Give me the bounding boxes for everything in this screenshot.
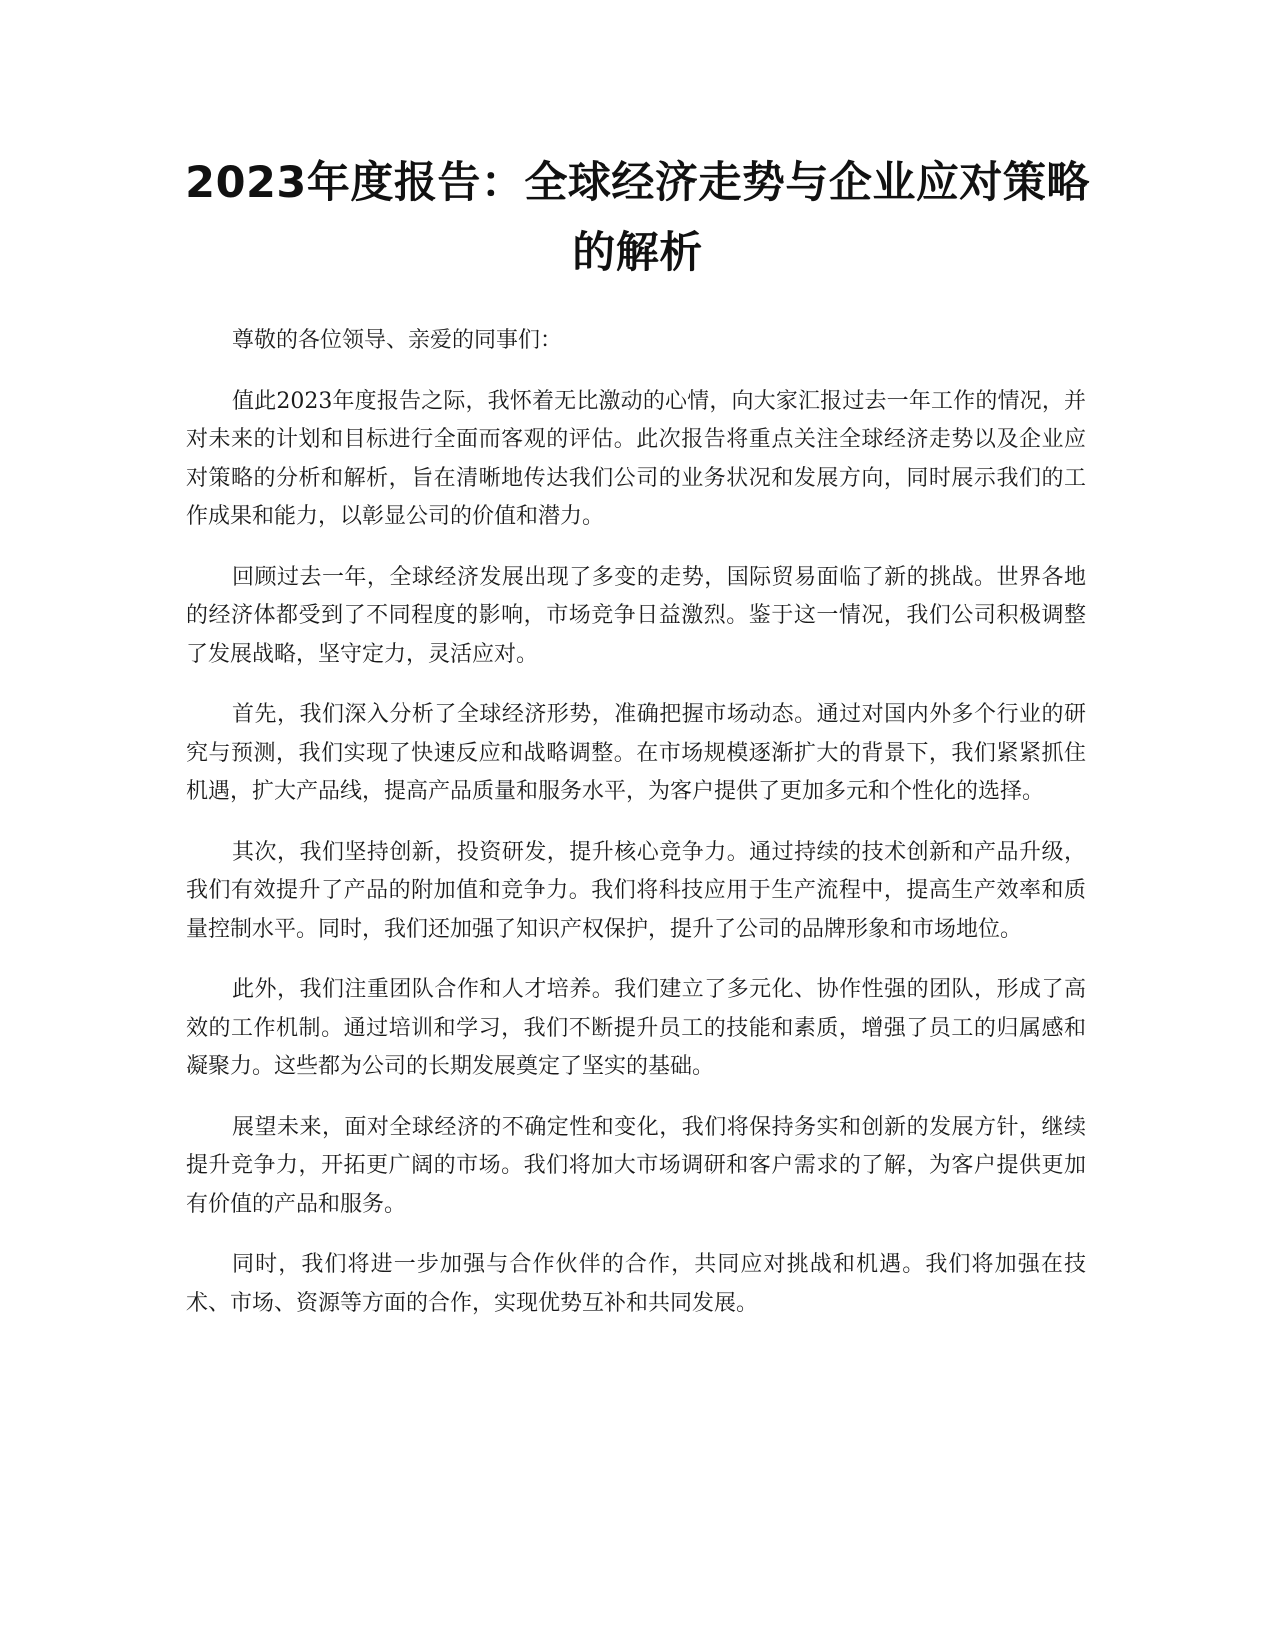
document-body — [186, 322, 1086, 1345]
paragraph-intro: 值此2023年度报告之际，我怀着无比激动的心情，向大家汇报过去一年工作的情况，并对未来的计划和目标进行全面而客观的评估。此次报告将重点关注全球经济走势以及企业应对策略的分析和解析，旨在清晰地传达我们公司的业务状况和发展方向，同时展示我们的工作成果和能力，以彰显公司的价值和潜力。 — [186, 388, 1086, 529]
paragraph-first: 首先，我们深入分析了全球经济形势，准确把握市场动态。通过对国内外多个行业的研究与预测，我们实现了快速反应和战略调整。在市场规模逐渐扩大的背景下，我们紧紧抓住机遇，扩大产品线，提高产品质量和服务水平，为客户提供了更加多元和个性化的选择。 — [186, 702, 1086, 804]
document-title: 2023年度报告：全球经济走势与企业应对策略的解析 — [185, 158, 1090, 278]
paragraph-second: 其次，我们坚持创新，投资研发，提升核心竞争力。通过持续的技术创新和产品升级，我们有效提升了产品的附加值和竞争力。我们将科技应用于生产流程中，提高生产效率和质量控制水平。同时，我们还加强了知识产权保护，提升了公司的品牌形象和市场地位。 — [186, 839, 1086, 942]
paragraph-partnership: 同时，我们将进一步加强与合作伙伴的合作，共同应对挑战和机遇。我们将加强在技术、市场、资源等方面的合作，实现优势互补和共同发展。 — [186, 1252, 1086, 1316]
salutation: 尊敬的各位领导、亲爱的同事们： — [232, 328, 563, 353]
paragraph-review: 回顾过去一年，全球经济发展出现了多变的走势，国际贸易面临了新的挑战。世界各地的经济体都受到了不同程度的影响，市场竞争日益激烈。鉴于这一情况，我们公司积极调整了发展战略，坚守定力，灵活应对。 — [186, 564, 1086, 667]
paragraph-outlook: 展望未来，面对全球经济的不确定性和变化，我们将保持务实和创新的发展方针，继续提升竞争力，开拓更广阔的市场。我们将加大市场调研和客户需求的了解，为客户提供更加有价值的产品和服务。 — [186, 1114, 1086, 1217]
paragraph-additionally: 此外，我们注重团队合作和人才培养。我们建立了多元化、协作性强的团队，形成了高效的工作机制。通过培训和学习，我们不断提升员工的技能和素质，增强了员工的归属感和凝聚力。这些都为公司的长期发展奠定了坚实的基础。 — [186, 977, 1086, 1079]
